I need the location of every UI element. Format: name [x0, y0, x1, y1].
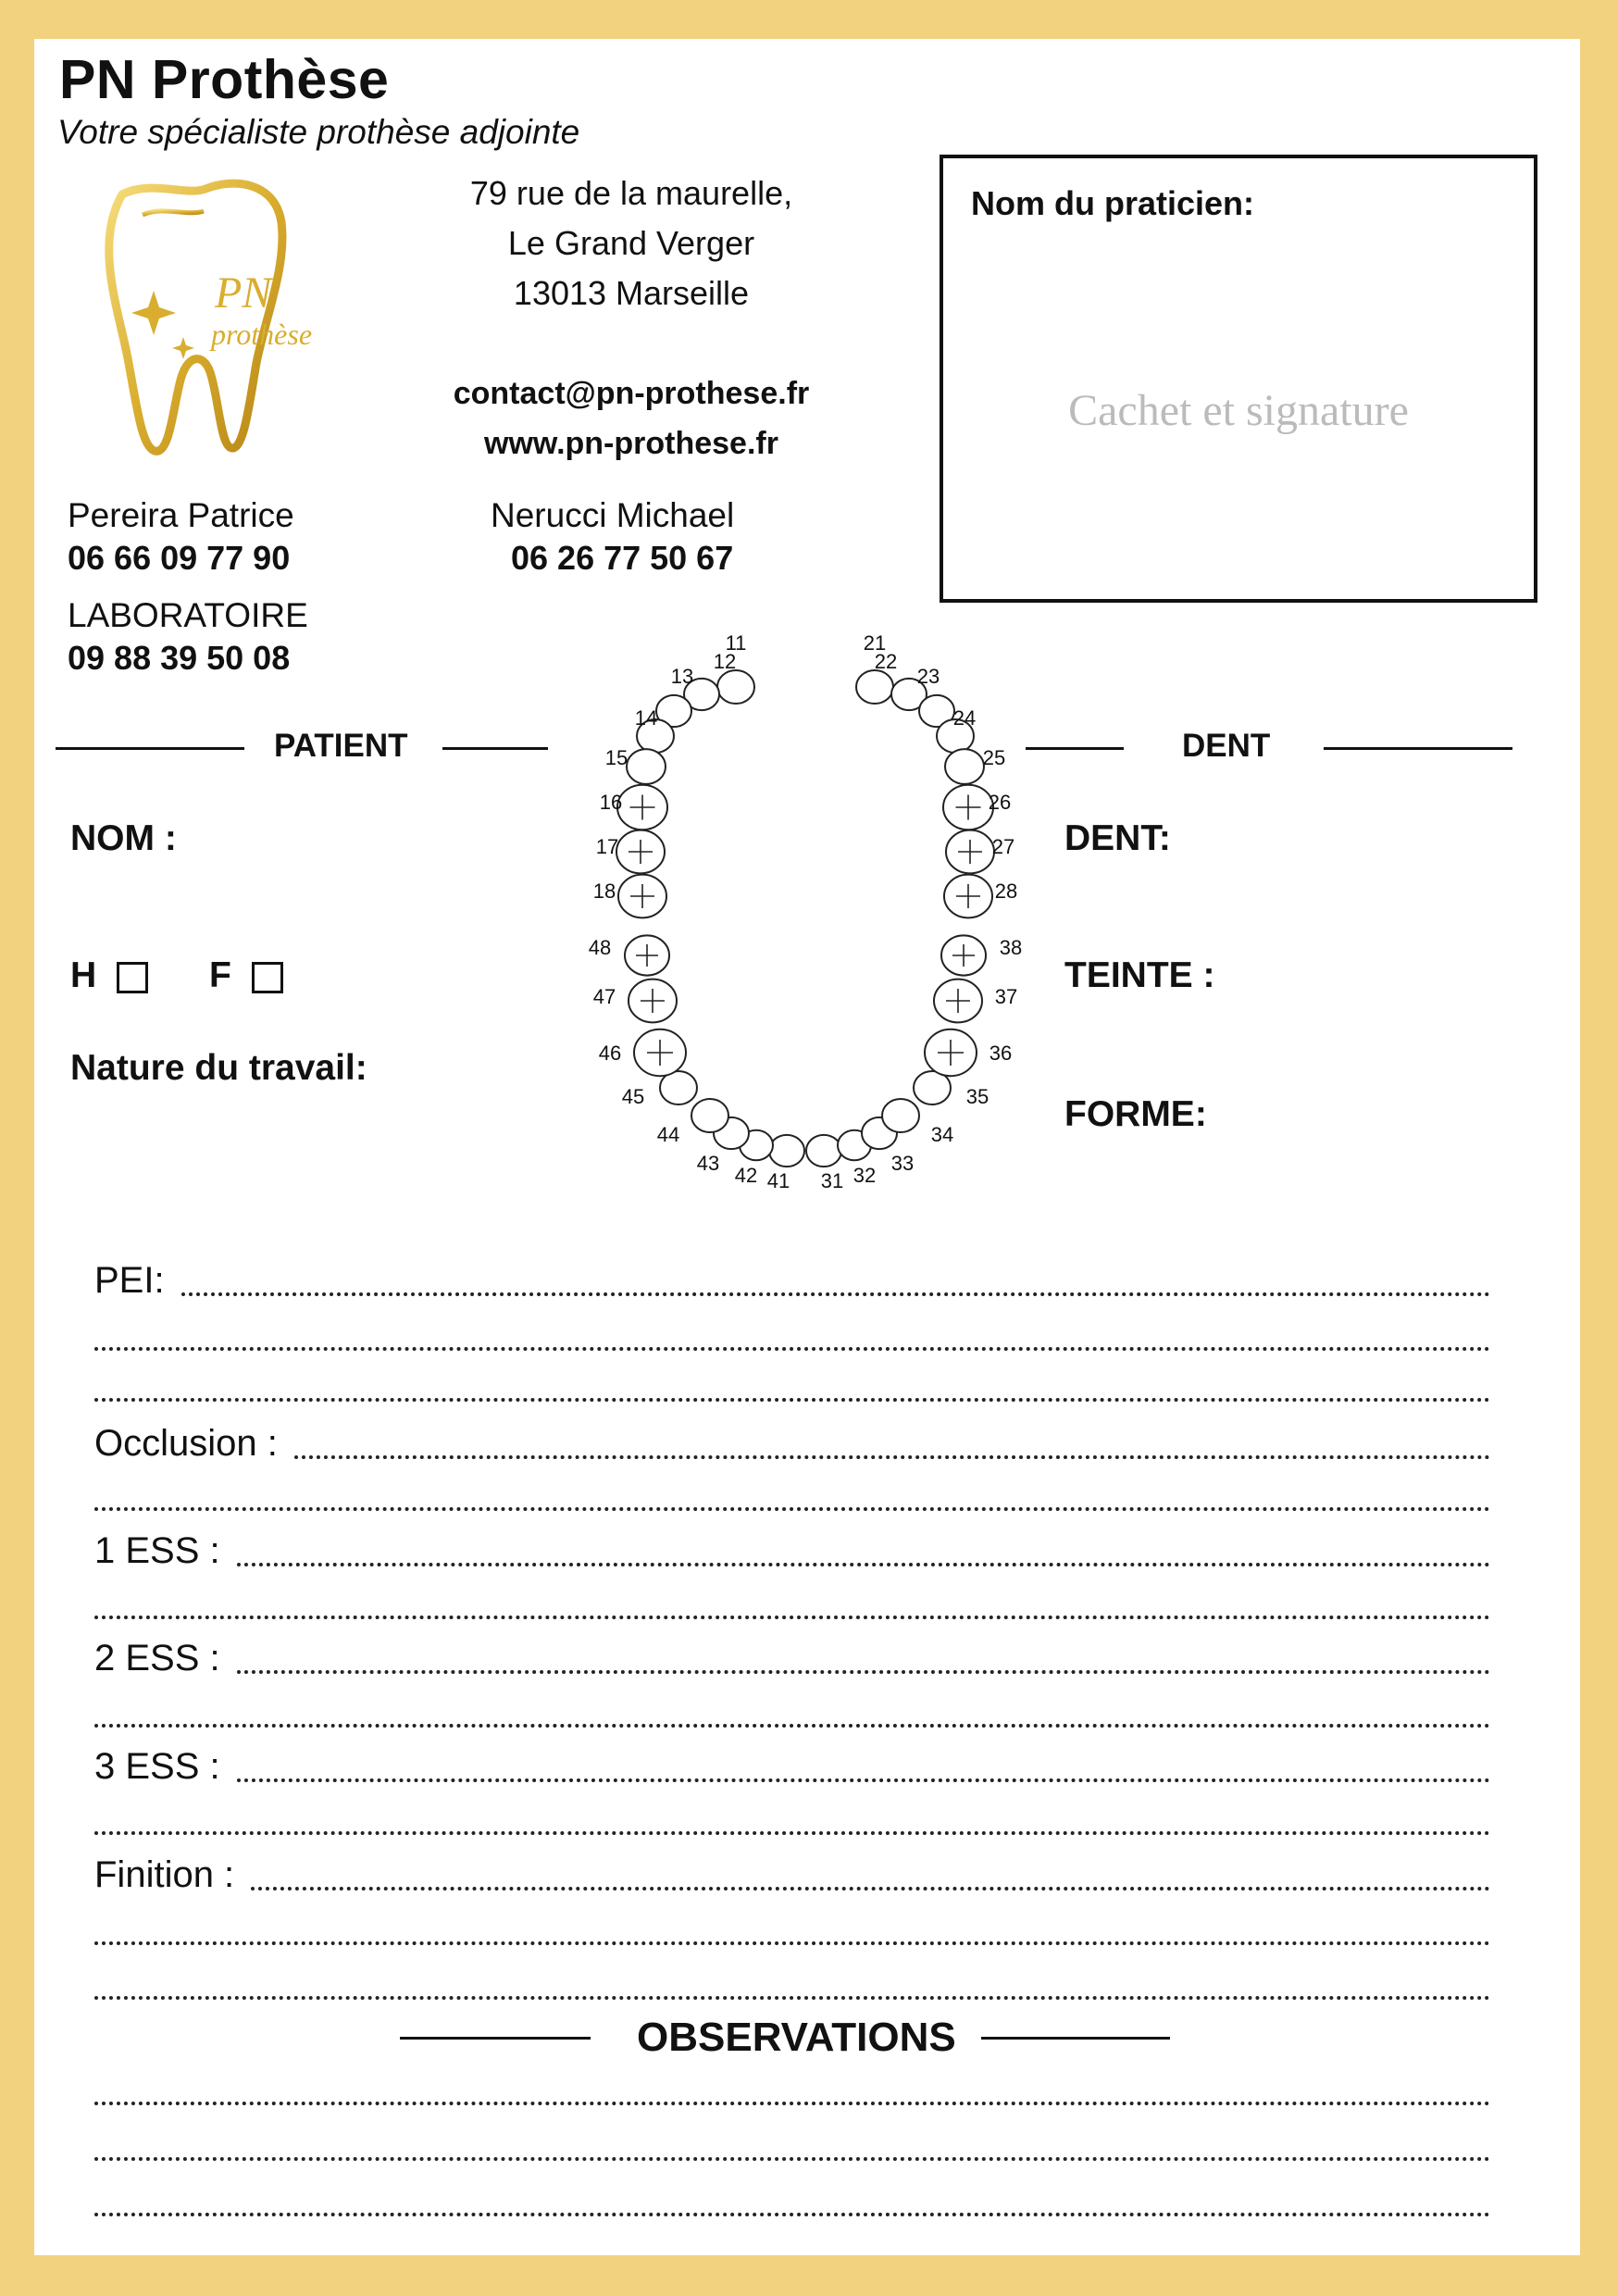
- tooth-number-43: 43: [696, 1152, 720, 1175]
- tooth-number-41: 41: [766, 1169, 790, 1192]
- pei-line[interactable]: [94, 1248, 1490, 1302]
- address-line-1: 79 rue de la maurelle,: [469, 174, 793, 212]
- logo-text-prothese: prothèse: [211, 318, 313, 351]
- nature-label: Nature du travail:: [70, 1048, 367, 1088]
- tooth-number-24: 24: [952, 706, 977, 730]
- tagline: Votre spécialiste prothèse adjointe: [57, 113, 580, 151]
- tooth-number-14: 14: [634, 706, 658, 730]
- observation-line[interactable]: [94, 2113, 1490, 2166]
- dotted-line: [94, 1996, 1490, 2000]
- tooth-41[interactable]: [769, 1135, 804, 1167]
- address-block: [354, 168, 909, 468]
- email-link[interactable]: contact@pn-prothese.fr: [453, 376, 810, 411]
- divider: [1026, 747, 1124, 750]
- dotted-line: [94, 2157, 1490, 2161]
- logo-text-pn: PN: [215, 268, 272, 318]
- tooth-number-31: 31: [820, 1169, 844, 1192]
- blank-line[interactable]: [94, 1787, 1490, 1841]
- contact-name-lab: LABORATOIRE: [68, 596, 308, 634]
- blank-line[interactable]: [94, 1952, 1490, 2005]
- brand-name: PN Prothèse: [59, 49, 390, 110]
- gender-h: [70, 955, 148, 996]
- tooth-number-44: 44: [656, 1123, 680, 1146]
- ess3-label: 3 ESS :: [94, 1746, 220, 1787]
- dotted-line: [94, 2102, 1490, 2105]
- website-link[interactable]: www.pn-prothese.fr: [484, 426, 778, 461]
- dotted-line: [251, 1887, 1490, 1890]
- dent-section-title: DENT: [1182, 728, 1271, 764]
- tooth-31[interactable]: [806, 1135, 841, 1167]
- tooth-15[interactable]: [627, 749, 666, 784]
- ess1-line[interactable]: [94, 1518, 1490, 1572]
- ess3-line[interactable]: [94, 1734, 1490, 1788]
- tooth-number-23: 23: [916, 665, 940, 688]
- tooth-number-37: 37: [994, 985, 1018, 1008]
- divider: [981, 2037, 1170, 2040]
- dotted-line: [94, 1347, 1490, 1351]
- h-checkbox[interactable]: [117, 962, 148, 993]
- observation-line[interactable]: [94, 2057, 1490, 2111]
- teinte-label: TEINTE :: [1064, 955, 1215, 995]
- dotted-line: [181, 1292, 1490, 1296]
- practitioner-box[interactable]: [940, 155, 1537, 603]
- stamp-hint: Cachet et signature: [1068, 386, 1409, 435]
- blank-line[interactable]: [94, 1463, 1490, 1516]
- dotted-line: [94, 1724, 1490, 1728]
- tooth-34[interactable]: [882, 1099, 919, 1132]
- tooth-number-18: 18: [592, 880, 616, 903]
- dotted-line: [237, 1670, 1490, 1674]
- ess1-label: 1 ESS :: [94, 1530, 220, 1571]
- dotted-line: [94, 1831, 1490, 1835]
- blank-line[interactable]: [94, 1897, 1490, 1951]
- contact-name-nerucci: Nerucci Michael: [491, 496, 735, 534]
- divider: [56, 747, 244, 750]
- tooth-number-34: 34: [930, 1123, 954, 1146]
- contact-phone-pereira: 06 66 09 77 90: [68, 539, 291, 577]
- address-line-2: Le Grand Verger: [507, 224, 755, 262]
- dotted-line: [94, 1941, 1490, 1945]
- practitioner-label: Nom du praticien:: [971, 184, 1255, 222]
- dotted-line: [94, 1616, 1490, 1619]
- tooth-number-28: 28: [994, 880, 1018, 903]
- tooth-number-38: 38: [999, 936, 1023, 959]
- dotted-line: [94, 2213, 1490, 2216]
- tooth-number-22: 22: [874, 650, 898, 673]
- nom-label: NOM :: [70, 818, 177, 858]
- observation-line[interactable]: [94, 2168, 1490, 2222]
- tooth-number-32: 32: [853, 1164, 877, 1187]
- observations-title: OBSERVATIONS: [637, 2015, 956, 2060]
- blank-line[interactable]: [94, 1571, 1490, 1625]
- f-checkbox[interactable]: [252, 962, 283, 993]
- tooth-number-26: 26: [988, 791, 1012, 814]
- finition-line[interactable]: [94, 1842, 1490, 1896]
- address-line-3: 13013 Marseille: [513, 274, 750, 312]
- tooth-number-15: 15: [604, 746, 629, 769]
- blank-line[interactable]: [94, 1303, 1490, 1356]
- tooth-logo-icon: [85, 178, 326, 465]
- dotted-line: [94, 1398, 1490, 1402]
- tooth-number-27: 27: [991, 835, 1015, 858]
- tooth-number-36: 36: [989, 1042, 1013, 1065]
- pei-label: PEI:: [94, 1260, 165, 1301]
- tooth-number-11: 11: [725, 631, 747, 655]
- dotted-line: [237, 1778, 1490, 1782]
- h-label: H: [70, 955, 97, 995]
- tooth-number-21: 21: [863, 631, 887, 655]
- tooth-number-16: 16: [599, 791, 623, 814]
- f-label: F: [209, 955, 231, 995]
- tooth-21[interactable]: [856, 670, 893, 704]
- divider: [1324, 747, 1512, 750]
- contact-name-pereira: Pereira Patrice: [68, 496, 294, 534]
- contact-phone-lab: 09 88 39 50 08: [68, 639, 291, 677]
- tooth-11[interactable]: [717, 670, 754, 704]
- ess2-label: 2 ESS :: [94, 1638, 220, 1678]
- tooth-number-33: 33: [890, 1152, 915, 1175]
- blank-line[interactable]: [94, 1354, 1490, 1407]
- occlusion-line[interactable]: [94, 1411, 1490, 1465]
- tooth-number-42: 42: [734, 1164, 758, 1187]
- finition-label: Finition :: [94, 1854, 235, 1895]
- divider: [400, 2037, 591, 2040]
- tooth-number-47: 47: [592, 985, 616, 1008]
- gender-f: [209, 955, 283, 996]
- tooth-number-17: 17: [595, 835, 619, 858]
- divider: [442, 747, 548, 750]
- tooth-number-25: 25: [982, 746, 1006, 769]
- dent-label: DENT:: [1064, 818, 1171, 858]
- ess2-line[interactable]: [94, 1626, 1490, 1679]
- dotted-line: [237, 1563, 1490, 1566]
- tooth-number-12: 12: [713, 650, 737, 673]
- forme-label: FORME:: [1064, 1094, 1207, 1134]
- tooth-44[interactable]: [691, 1099, 728, 1132]
- patient-section-title: PATIENT: [274, 728, 408, 764]
- tooth-number-48: 48: [588, 936, 612, 959]
- tooth-25[interactable]: [945, 749, 984, 784]
- occlusion-label: Occlusion :: [94, 1423, 278, 1464]
- tooth-chart: [574, 630, 1037, 1222]
- dotted-line: [94, 1507, 1490, 1511]
- tooth-number-46: 46: [598, 1042, 622, 1065]
- blank-line[interactable]: [94, 1679, 1490, 1733]
- contact-phone-nerucci: 06 26 77 50 67: [511, 539, 734, 577]
- tooth-number-35: 35: [965, 1085, 989, 1108]
- tooth-number-13: 13: [670, 665, 694, 688]
- dotted-line: [294, 1455, 1490, 1459]
- tooth-number-45: 45: [621, 1085, 645, 1108]
